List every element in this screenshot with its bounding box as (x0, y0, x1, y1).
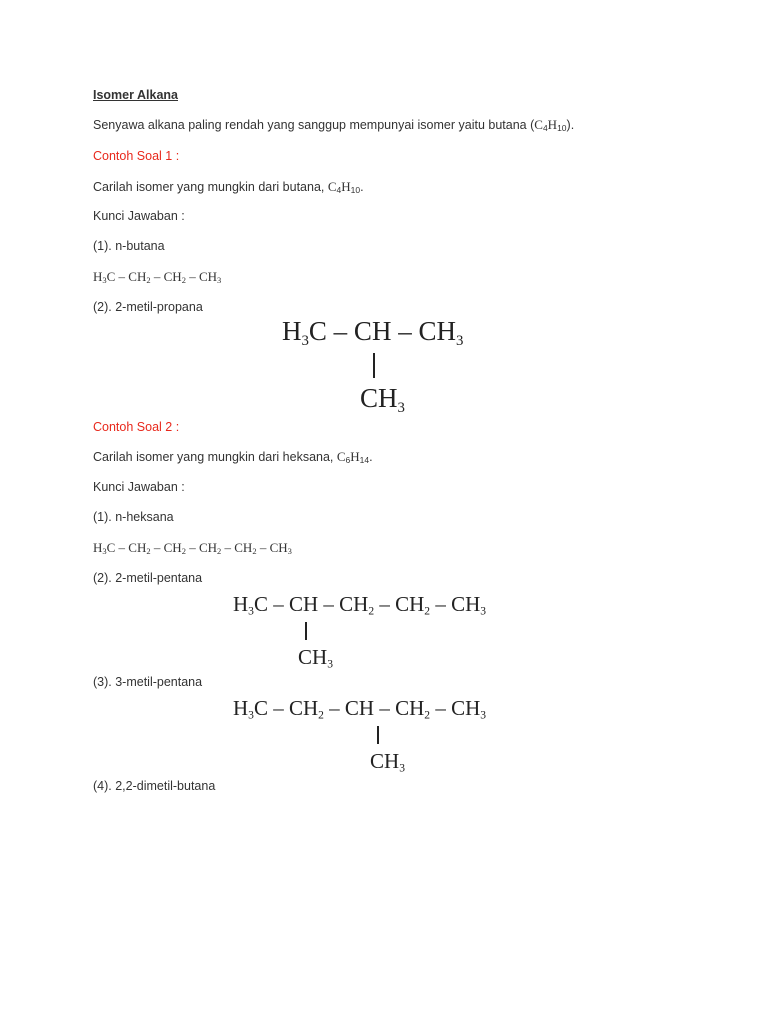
example-2-answer-2-bond (305, 622, 307, 640)
example-2-answer-1-formula: $H_3C - CH_2 - CH_2 - CH_2 - CH_2 - CH_3$ (93, 540, 292, 556)
example-1-heading: Contoh Soal 1 : (93, 149, 180, 163)
example-1-answer-2-branch: $CH_3$ (360, 383, 405, 416)
page-title: Isomer Alkana (93, 88, 178, 102)
example-2-question: Carilah isomer yang mungkin dari heksana, $C_6H_{14}$. (93, 449, 373, 465)
example-2-heading: Contoh Soal 2 : (93, 420, 180, 434)
example-1-answer-2-main-chain: $H_3C$ – CH – $CH_3$ (282, 316, 464, 349)
example-2-answer-3-label: (3). 3-metil-pentana (93, 675, 203, 689)
example-2-answer-2-label: (2). 2-metil-pentana (93, 571, 203, 585)
example-2-answer-key: Kunci Jawaban : (93, 480, 185, 494)
example-1-question: Carilah isomer yang mungkin dari butana, $C_4H_{10}$. (93, 179, 364, 195)
example-2-answer-3-bond (377, 726, 379, 744)
example-2-answer-2-main-chain: $H_3C$ – CH – $CH_2 - CH_2 - CH_3$ (233, 592, 487, 618)
example-2-answer-4-label: (4). 2,2-dimetil-butana (93, 779, 216, 793)
example-1-answer-1-formula: $H_3C - CH_2 - CH_2 - CH_3$ (93, 269, 222, 285)
example-2-answer-1-label: (1). n-heksana (93, 510, 174, 524)
example-2-answer-2-branch: $CH_3$ (298, 645, 333, 671)
example-1-answer-2-bond (373, 353, 375, 378)
example-1-answer-key: Kunci Jawaban : (93, 209, 185, 223)
example-1-answer-1-label: (1). n-butana (93, 239, 165, 253)
example-1-answer-2-label: (2). 2-metil-propana (93, 300, 203, 314)
intro-paragraph: Senyawa alkana paling rendah yang sanggup mempunyai isomer yaitu butana $(C_4H_{10})$. (93, 117, 575, 133)
example-2-answer-3-branch: $CH_3$ (370, 749, 405, 775)
example-2-answer-3-main-chain: $H_3C - CH_2$ – CH – $CH_2 - CH_3$ (233, 696, 487, 722)
